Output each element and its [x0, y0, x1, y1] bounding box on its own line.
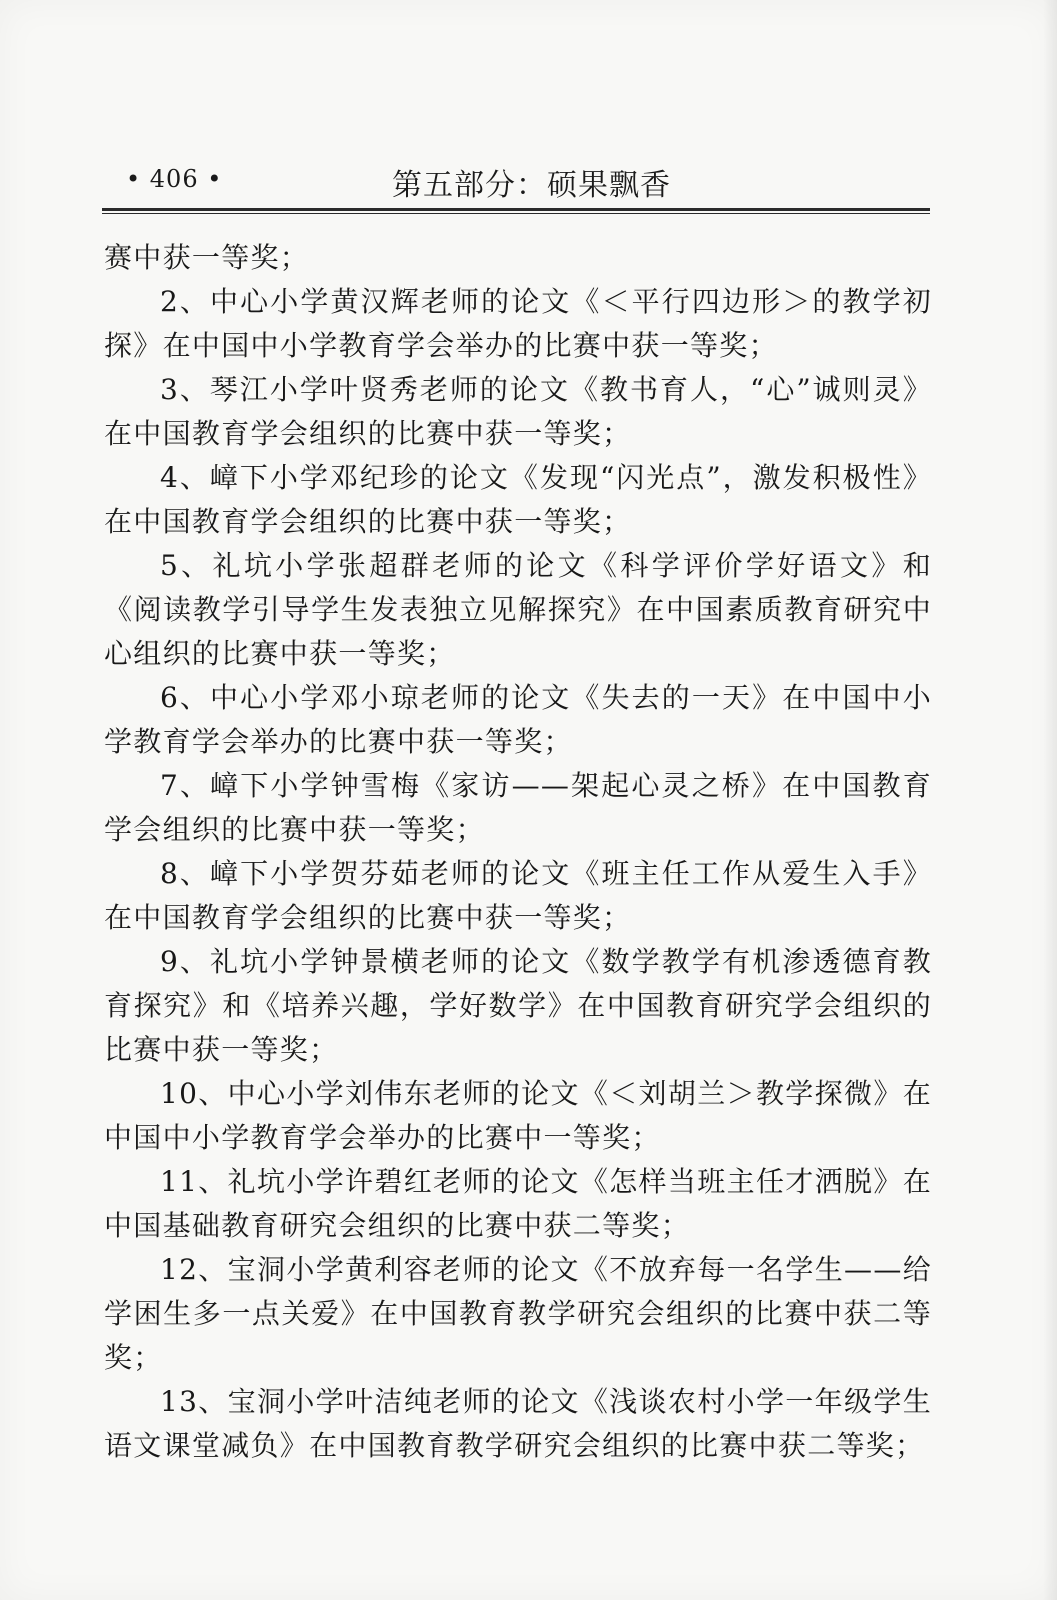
award-item-2: 2、中心小学黄汉辉老师的论文《＜平行四边形＞的教学初探》在中国中小学教育学会举办的比赛中获一等奖； [104, 285, 932, 362]
page-edge-shadow [1043, 0, 1057, 1600]
running-title: 第五部分：硕果飘香 [392, 168, 671, 203]
page-header [102, 160, 930, 204]
award-item-3: 3、琴江小学叶贤秀老师的论文《教书育人，“心”诚则灵》在中国教育学会组织的比赛中获一等奖； [104, 373, 932, 450]
header-rule-thin [102, 213, 930, 214]
page-number: • 406 • [126, 165, 223, 193]
award-item-13: 13、宝洞小学叶洁纯老师的论文《浅谈农村小学一年级学生语文课堂减负》在中国教育教学研究会组织的比赛中获二等奖； [104, 1385, 932, 1462]
award-item-7: 7、嶂下小学钟雪梅《家访——架起心灵之桥》在中国教育学会组织的比赛中获一等奖； [104, 769, 932, 846]
award-item-10: 10、中心小学刘伟东老师的论文《＜刘胡兰＞教学探微》在中国中小学教育学会举办的比赛中一等奖； [104, 1077, 932, 1154]
award-item-4: 4、嶂下小学邓纪珍的论文《发现“闪光点”，激发积极性》在中国教育学会组织的比赛中获一等奖； [104, 461, 932, 538]
award-item-11: 11、礼坑小学许碧红老师的论文《怎样当班主任才洒脱》在中国基础教育研究会组织的比赛中获二等奖； [104, 1165, 932, 1242]
paragraph-continuation: 赛中获一等奖； [104, 241, 310, 274]
award-item-5: 5、礼坑小学张超群老师的论文《科学评价学好语文》和《阅读教学引导学生发表独立见解探究》在中国素质教育研究中心组织的比赛中获一等奖； [104, 549, 932, 670]
award-item-6: 6、中心小学邓小琼老师的论文《失去的一天》在中国中小学教育学会举办的比赛中获一等奖； [104, 681, 932, 758]
main-text [104, 236, 932, 1468]
award-item-9: 9、礼坑小学钟景横老师的论文《数学教学有机渗透德育教育探究》和《培养兴趣，学好数学》在中国教育研究学会组织的比赛中获一等奖； [104, 945, 932, 1066]
award-item-8: 8、嶂下小学贺芬茹老师的论文《班主任工作从爱生入手》在中国教育学会组织的比赛中获一等奖； [104, 857, 932, 934]
header-rule-thick [102, 208, 930, 211]
award-item-12: 12、宝洞小学黄利容老师的论文《不放弃每一名学生——给学困生多一点关爱》在中国教育教学研究会组织的比赛中获二等奖； [104, 1253, 932, 1374]
